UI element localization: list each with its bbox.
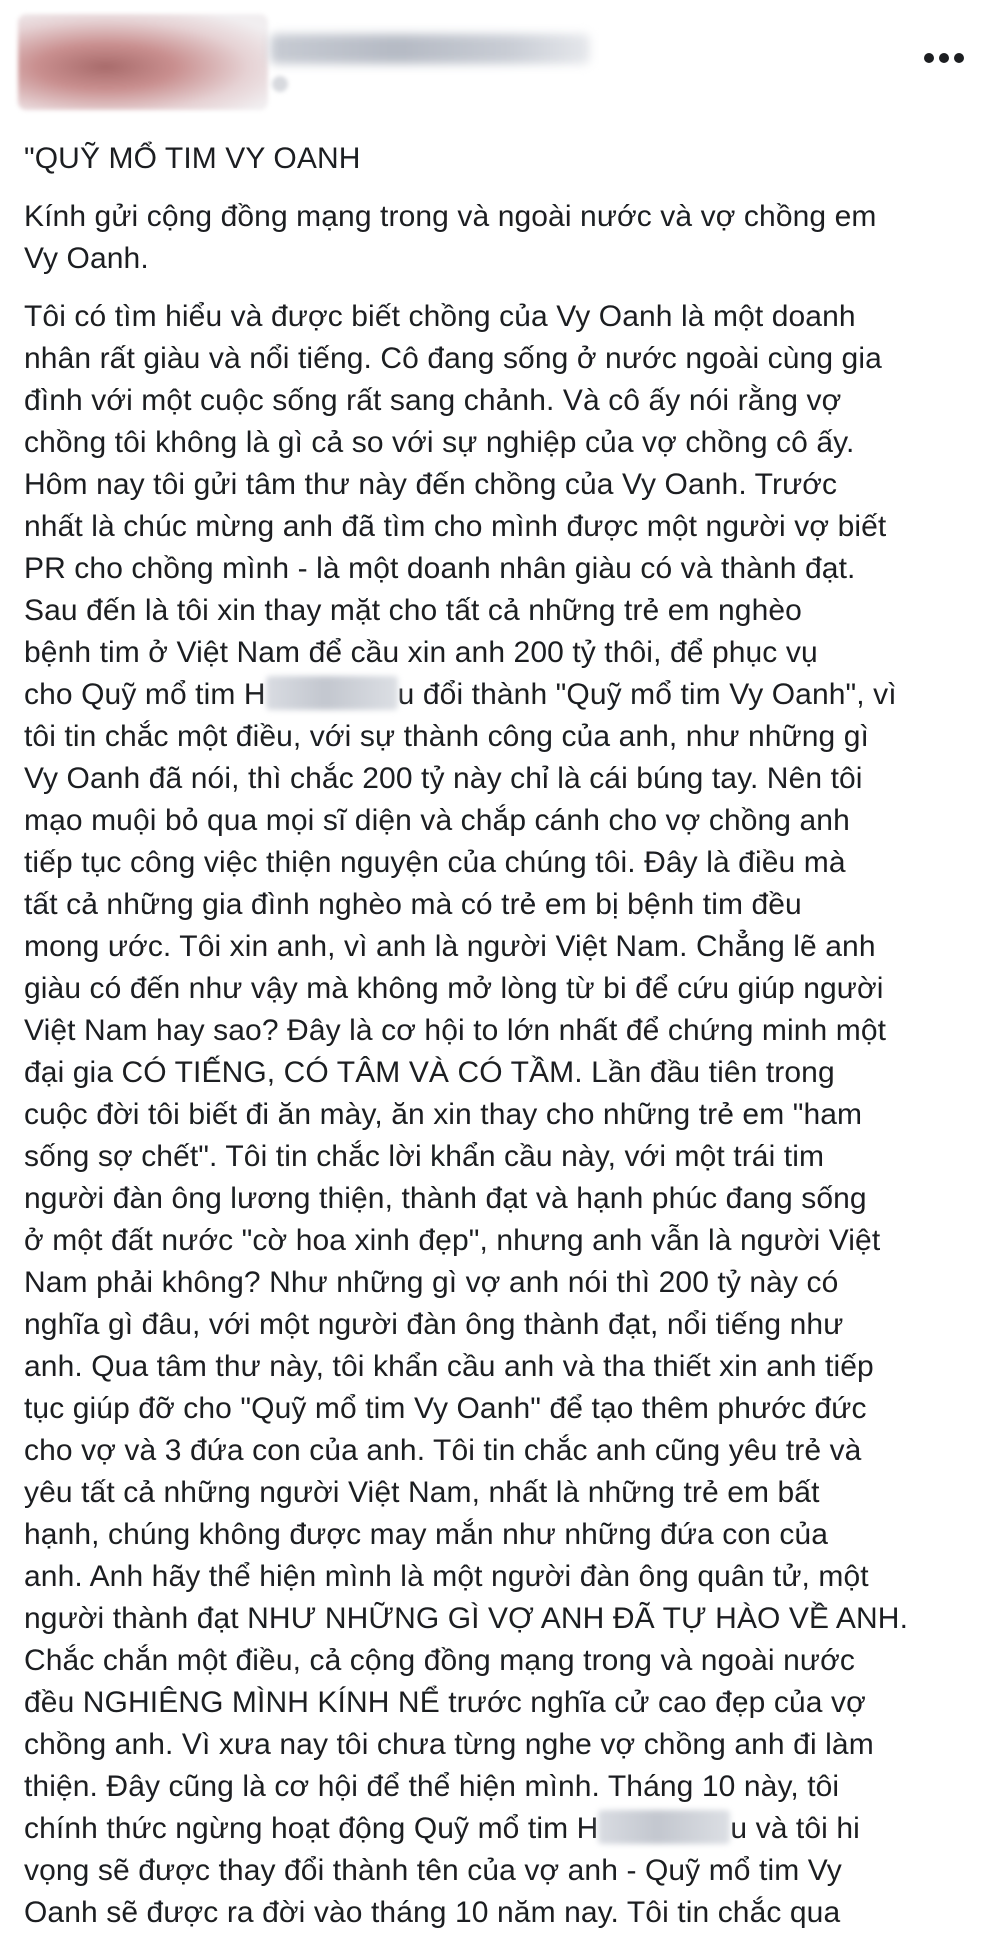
- text-line: [24, 1808, 992, 1850]
- text-line: chồng tôi không là gì cả so với sự nghiệp của vợ chồng cô ấy.: [24, 426, 855, 459]
- text-line: đình với một cuộc sống rất sang chảnh. Và cô ấy nói rằng vợ: [24, 384, 842, 417]
- text-line: nhân rất giàu và nổi tiếng. Cô đang sống ở nước ngoài cùng gia: [24, 342, 882, 375]
- text-line: mong ước. Tôi xin anh, vì anh là người Việt Nam. Chẳng lẽ anh: [24, 930, 876, 963]
- text-line: vọng sẽ được thay đổi thành tên của vợ anh - Quỹ mổ tim Vy: [24, 1854, 842, 1887]
- post-title: "QUỸ MỔ TIM VY OANH: [24, 142, 361, 175]
- text-line: tất cả những gia đình nghèo mà có trẻ em bị bệnh tim đều: [24, 888, 802, 921]
- avatar[interactable]: [18, 14, 268, 110]
- text-line: đều NGHIÊNG MÌNH KÍNH NỂ trước nghĩa cử cao đẹp của vợ: [24, 1686, 866, 1719]
- dot: [939, 53, 949, 63]
- text-line: Oanh sẽ được ra đời vào tháng 10 năm nay. Tôi tin chắc qua: [24, 1896, 841, 1929]
- text-fragment: u đổi thành "Quỹ mổ tim Vy Oanh", vì: [397, 678, 897, 711]
- text-fragment: chính thức ngừng hoạt động Quỹ mổ tim H: [24, 1812, 599, 1845]
- text-line: nghĩa gì đâu, với một người đàn ông thành đạt, nổi tiếng như: [24, 1308, 844, 1341]
- text-line: người đàn ông lương thiện, thành đạt và hạnh phúc đang sống: [24, 1182, 867, 1215]
- redacted-name: [598, 1810, 730, 1844]
- text-line: Nam phải không? Như những gì vợ anh nói thì 200 tỷ này có: [24, 1266, 839, 1299]
- text-line: người thành đạt NHƯ NHỮNG GÌ VỢ ANH ĐÃ TỰ HÀO VỀ ANH.: [24, 1602, 909, 1635]
- text-line: đại gia CÓ TIẾNG, CÓ TÂM VÀ CÓ TẦM. Lần đầu tiên trong: [24, 1056, 835, 1089]
- text-line: chồng anh. Vì xưa nay tôi chưa từng nghe vợ chồng anh đi làm: [24, 1728, 874, 1761]
- post-body: [24, 138, 992, 1934]
- text-line: Hôm nay tôi gửi tâm thư này đến chồng của Vy Oanh. Trước: [24, 468, 838, 501]
- text-line: nhất là chúc mừng anh đã tìm cho mình được một người vợ biết: [24, 510, 887, 543]
- text-line: tôi tin chắc một điều, với sự thành công của anh, như những gì: [24, 720, 869, 753]
- text-line: cuộc đời tôi biết đi ăn mày, ăn xin thay cho những trẻ em "ham: [24, 1098, 863, 1131]
- text-line: bệnh tim ở Việt Nam để cầu xin anh 200 tỷ thôi, để phục vụ: [24, 636, 818, 669]
- text-line: thiện. Đây cũng là cơ hội để thể hiện mình. Tháng 10 này, tôi: [24, 1770, 840, 1803]
- text-line: Vy Oanh.: [24, 242, 149, 275]
- post-header: [0, 0, 1000, 120]
- main-paragraph: [24, 296, 992, 1934]
- text-line: tục giúp đỡ cho "Quỹ mổ tim Vy Oanh" để tạo thêm phước đức: [24, 1392, 867, 1425]
- text-line: Chắc chắn một điều, cả cộng đồng mạng trong và ngoài nước: [24, 1644, 855, 1677]
- page-name[interactable]: [275, 34, 539, 66]
- text-line: Vy Oanh đã nói, thì chắc 200 tỷ này chỉ là cái búng tay. Nên tôi: [24, 762, 863, 795]
- more-horizontal-icon[interactable]: [924, 52, 964, 64]
- text-line: anh. Qua tâm thư này, tôi khẩn cầu anh và tha thiết xin anh tiếp: [24, 1350, 874, 1383]
- text-line: mạo muội bỏ qua mọi sĩ diện và chắp cánh cho vợ chồng anh: [24, 804, 850, 837]
- text-line: ở một đất nước "cờ hoa xinh đẹp", nhưng anh vẫn là người Việt: [24, 1224, 881, 1257]
- text-line: sống sợ chết". Tôi tin chắc lời khẩn cầu này, với một trái tim: [24, 1140, 825, 1173]
- post-meta-blurred: [272, 76, 288, 92]
- text-line: yêu tất cả những người Việt Nam, nhất là những trẻ em bất: [24, 1476, 820, 1509]
- dot: [954, 53, 964, 63]
- dot: [924, 53, 934, 63]
- text-line: anh. Anh hãy thể hiện mình là một người đàn ông quân tử, một: [24, 1560, 869, 1593]
- text-line: Tôi có tìm hiểu và được biết chồng của Vy Oanh là một doanh: [24, 300, 856, 333]
- text-fragment: cho Quỹ mổ tim H: [24, 678, 266, 711]
- text-line: Việt Nam hay sao? Đây là cơ hội to lớn nhất để chứng minh một: [24, 1014, 887, 1047]
- redacted-name: [266, 676, 398, 710]
- text-fragment: u và tôi hi: [730, 1812, 860, 1845]
- text-line: cho vợ và 3 đứa con của anh. Tôi tin chắc anh cũng yêu trẻ và: [24, 1434, 862, 1467]
- text-line: hạnh, chúng không được may mắn như những đứa con của: [24, 1518, 829, 1551]
- text-line: [24, 674, 992, 716]
- text-line: PR cho chồng mình - là một doanh nhân giàu có và thành đạt.: [24, 552, 856, 585]
- text-line: Kính gửi cộng đồng mạng trong và ngoài nước và vợ chồng em: [24, 200, 877, 233]
- greeting-paragraph: [24, 196, 992, 280]
- text-line: giàu có đến như vậy mà không mở lòng từ bi để cứu giúp người: [24, 972, 884, 1005]
- text-line: tiếp tục công việc thiện nguyện của chúng tôi. Đây là điều mà: [24, 846, 846, 879]
- text-line: Sau đến là tôi xin thay mặt cho tất cả những trẻ em nghèo: [24, 594, 802, 627]
